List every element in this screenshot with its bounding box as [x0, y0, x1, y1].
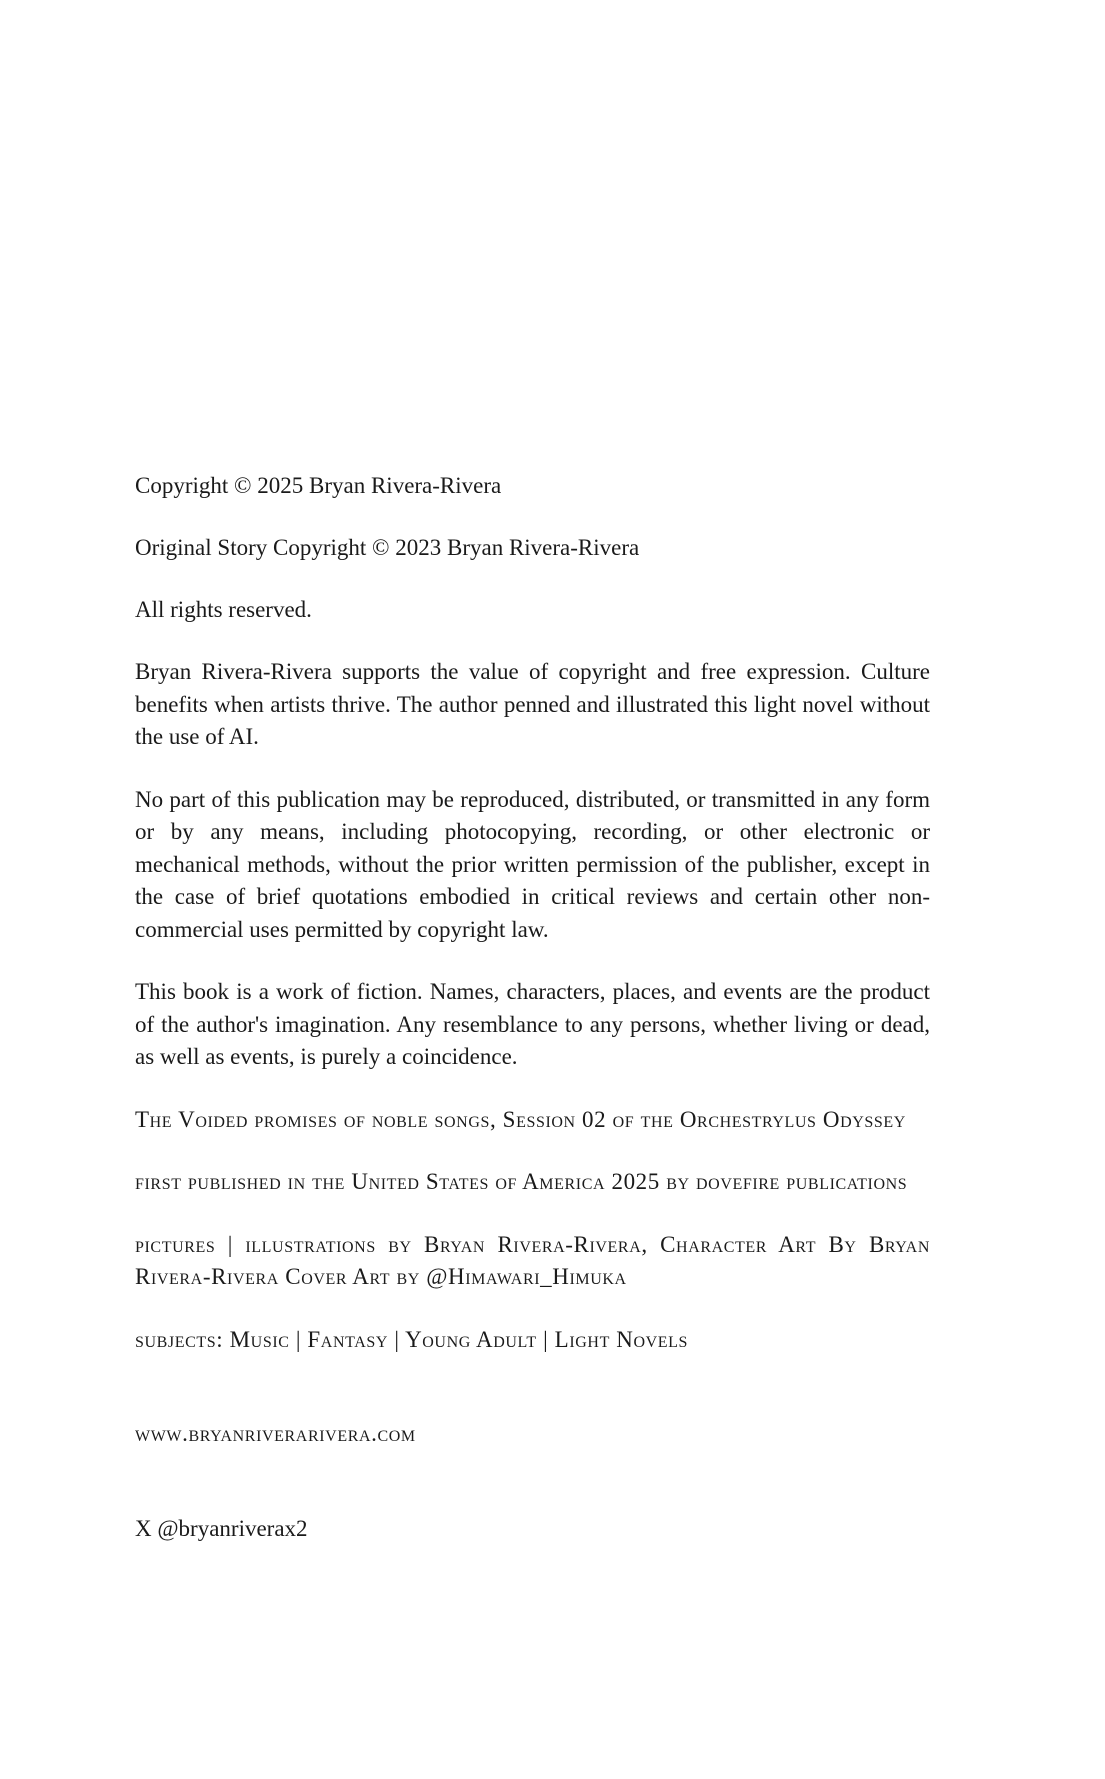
- copyright-page: [135, 470, 930, 1545]
- reproduction-paragraph: No part of this publication may be reproduced, distributed, or transmitted in any form or by any means, including photocopying, recording, or other electronic or mechanical methods, without the prior written permission of the publisher, except in the case of brief quotations embodied in critical reviews and certain other noncommercial uses permitted by copyright law.: [135, 786, 930, 942]
- copyright-line: Copyright © 2025 Bryan Rivera-Rivera: [135, 473, 502, 498]
- original-story-copyright-line: Original Story Copyright © 2023 Bryan Rivera-Rivera: [135, 535, 640, 560]
- support-paragraph: Bryan Rivera-Rivera supports the value of copyright and free expression. Culture benefits when artists thrive. The author penned and illustrated this light novel without the use of AI.: [135, 659, 930, 749]
- social-handle[interactable]: X @bryanriverax2: [135, 1515, 308, 1541]
- subjects-line: subjects: Music | Fantasy | Young Adult | Light Novels: [135, 1326, 689, 1352]
- fiction-paragraph: This book is a work of fiction. Names, characters, places, and events are the product of the author's imagination. Any resemblance to any persons, whether living or dead, as well as events, is purely a coincidence.: [135, 979, 930, 1069]
- publication-line: first published in the United States of America 2025 by dovefire publications: [135, 1169, 908, 1194]
- website-link[interactable]: www.bryanriverarivera.com: [135, 1421, 416, 1446]
- book-title-line: The Voided promises of noble songs, Session 02 of the Orchestrylus Odyssey: [135, 1106, 906, 1132]
- rights-reserved-line: All rights reserved.: [135, 597, 312, 622]
- credits-line: pictures | illustrations by Bryan Rivera-Rivera, Character Art By Bryan Rivera-Rivera Cover Art by @Himawari_Himuka: [135, 1231, 930, 1289]
